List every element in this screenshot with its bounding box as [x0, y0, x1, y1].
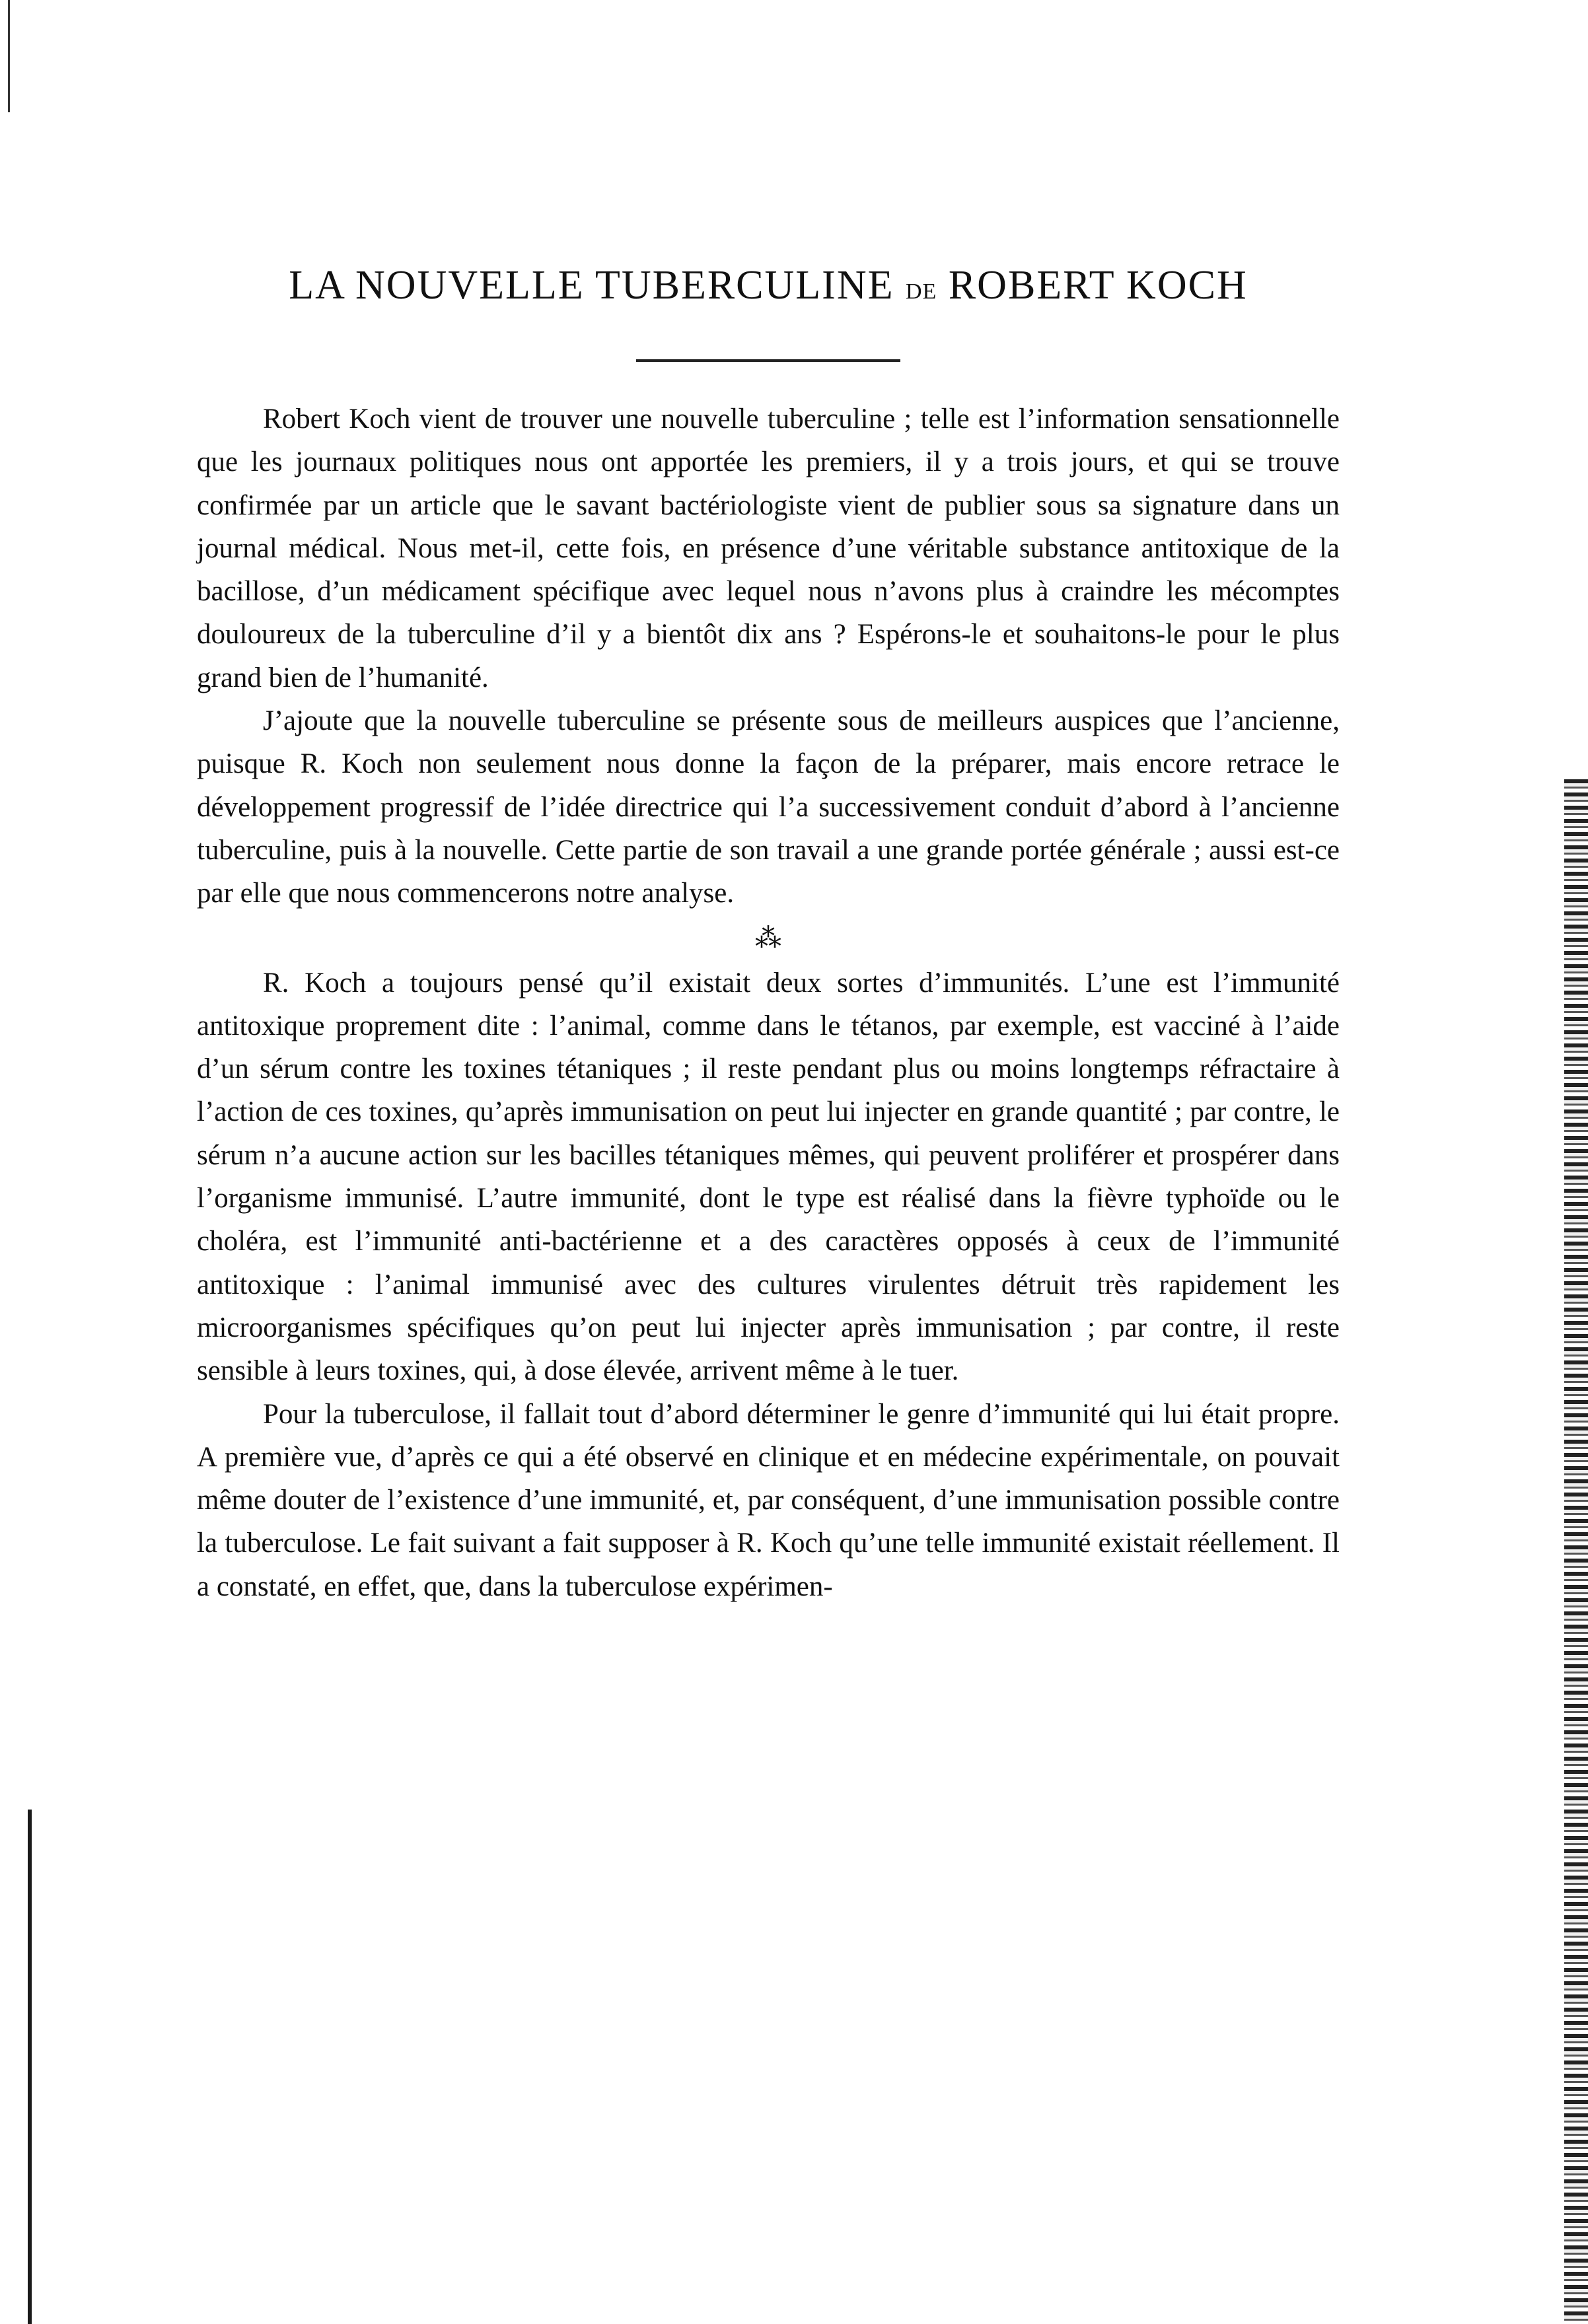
title-particle: DE [905, 279, 937, 304]
paragraph-3: R. Koch a toujours pensé qu’il existait deux sortes d’immunités. L’une est l’immunité antitoxique proprement dite : l’animal, comme dans le tétanos, par exemple, est vacciné à l’aide d’un sérum contre les toxines tétaniques ; il reste pendant plus ou moins longtemps réfractaire à l’action de ces toxines, qu’après immunisation on peut lui injecter en grande quantité ; par contre, le sérum n’a aucune action sur les bacilles tétaniques mêmes, qui peuvent proliférer et prospérer dans l’organisme immunisé. L’autre immunité, dont le type est réalisé dans la fièvre typhoïde ou le choléra, est l’immunité anti-bactérienne et a des caractères opposés à ceux de l’immunité antitoxique : l’animal immunisé avec des cultures virulentes détruit très rapidement les microorganismes spécifiques qu’on peut lui injecter après immunisation ; par contre, il reste sensible à leurs toxines, qui, à dose élevée, arrivent même à le tuer. [197, 967, 1340, 1387]
title-rule [636, 359, 900, 362]
section-separator: ⁂ [755, 923, 781, 953]
title-author: ROBERT KOCH [948, 263, 1248, 308]
page-title [197, 0, 1340, 318]
title-main: LA NOUVELLE TUBERCULINE [289, 263, 894, 308]
paragraph-1: Robert Koch vient de trouver une nouvelle tuberculine ; telle est l’information sensationnelle que les journaux politiques nous ont apportée les premiers, il y a trois jours, et qui se trouve confirmée par un article que le savant bactériologiste vient de publier sous sa signature dans un journal médical. Nous met-il, cette fois, en présence d’une véritable substance antitoxique de la bacillose, d’un médicament spécifique avec lequel nous n’avons plus à craindre les mécomptes douloureux de la tuberculine d’il y a bientôt dix ans ? Espérons-le et souhaitons-le pour le plus grand bien de l’humanité. [197, 404, 1340, 693]
scan-artifact-top [8, 0, 10, 112]
paragraph-2: J’ajoute que la nouvelle tuberculine se présente sous de meilleurs auspices que l’ancienne, puisque R. Koch non seulement nous donne la façon de la préparer, mais encore retrace le développement progressif de l’idée directrice qui l’a successivement conduit d’abord à l’ancienne tuberculine, puis à la nouvelle. Cette partie de son travail a une grande portée générale ; aussi est-ce par elle que nous commencerons notre analyse. [197, 705, 1340, 909]
page-body [197, 0, 1340, 1608]
paragraph-4: Pour la tuberculose, il fallait tout d’abord déterminer le genre d’immunité qui lui était propre. A première vue, d’après ce qui a été observé en clinique et en médecine expérimentale, on pouvait même douter de l’existence d’une immunité, et, par conséquent, d’une immunisation possible contre la tuberculose. Le fait suivant a fait supposer à R. Koch qu’une telle immunité existait réellement. Il a constaté, en effet, que, dans la tuberculose expérimen- [197, 1398, 1340, 1602]
scan-artifact-right [1564, 779, 1588, 2324]
scan-artifact-left [28, 1810, 32, 2324]
